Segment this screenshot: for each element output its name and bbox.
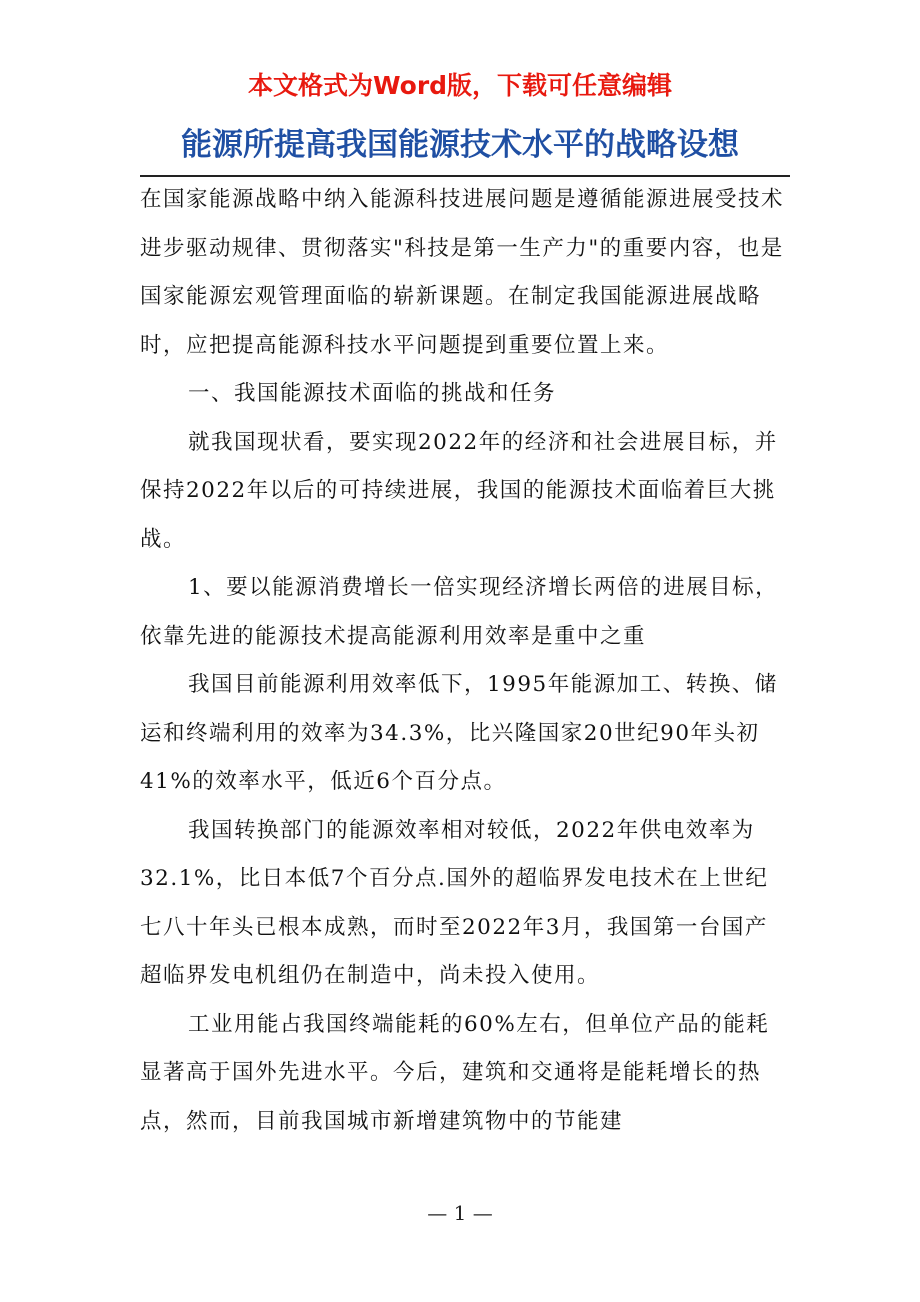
- download-notice: 本文格式为Word版，下载可任意编辑: [247, 71, 673, 100]
- paragraph: 就我国现状看，要实现2022年的经济和社会进展目标，并保持2022年以后的可持续进展，我国的能源技术面临着巨大挑战。: [140, 429, 778, 552]
- section-heading: 一、我国能源技术面临的挑战和任务: [188, 381, 557, 406]
- page-number: — 1 —: [427, 1201, 493, 1225]
- subsection-heading: 1、要以能源消费增长一倍实现经济增长两倍的进展目标，依靠先进的能源技术提高能源利用效率是重中之重: [140, 575, 779, 649]
- paragraph: 我国转换部门的能源效率相对较低，2022年供电效率为32.1%，比日本低7个百分点.国外的超临界发电技术在上世纪七八十年头已根本成熟，而时至2022年3月，我国第一台国产超临界发电机组仍在制造中，尚未投入使用。: [140, 817, 769, 988]
- document-title: 能源所提高我国能源技术水平的战略设想: [181, 127, 739, 163]
- paragraph-intro: 在国家能源战略中纳入能源科技进展问题是遵循能源进展受技术进步驱动规律、贯彻落实"科技是第一生产力"的重要内容，也是国家能源宏观管理面临的崭新课题。在制定我国能源进展战略时，应把提高能源科技水平问题提到重要位置上来。: [140, 187, 785, 358]
- paragraph: 我国目前能源利用效率低下，1995年能源加工、转换、储运和终端利用的效率为34.3%，比兴隆国家20世纪90年头初41%的效率水平，低近6个百分点。: [140, 672, 778, 794]
- document-body: [140, 176, 790, 1146]
- paragraph: 工业用能占我国终端能耗的60%左右，但单位产品的能耗显著高于国外先进水平。今后，建筑和交通将是能耗增长的热点，然而，目前我国城市新增建筑物中的节能建: [140, 1011, 770, 1134]
